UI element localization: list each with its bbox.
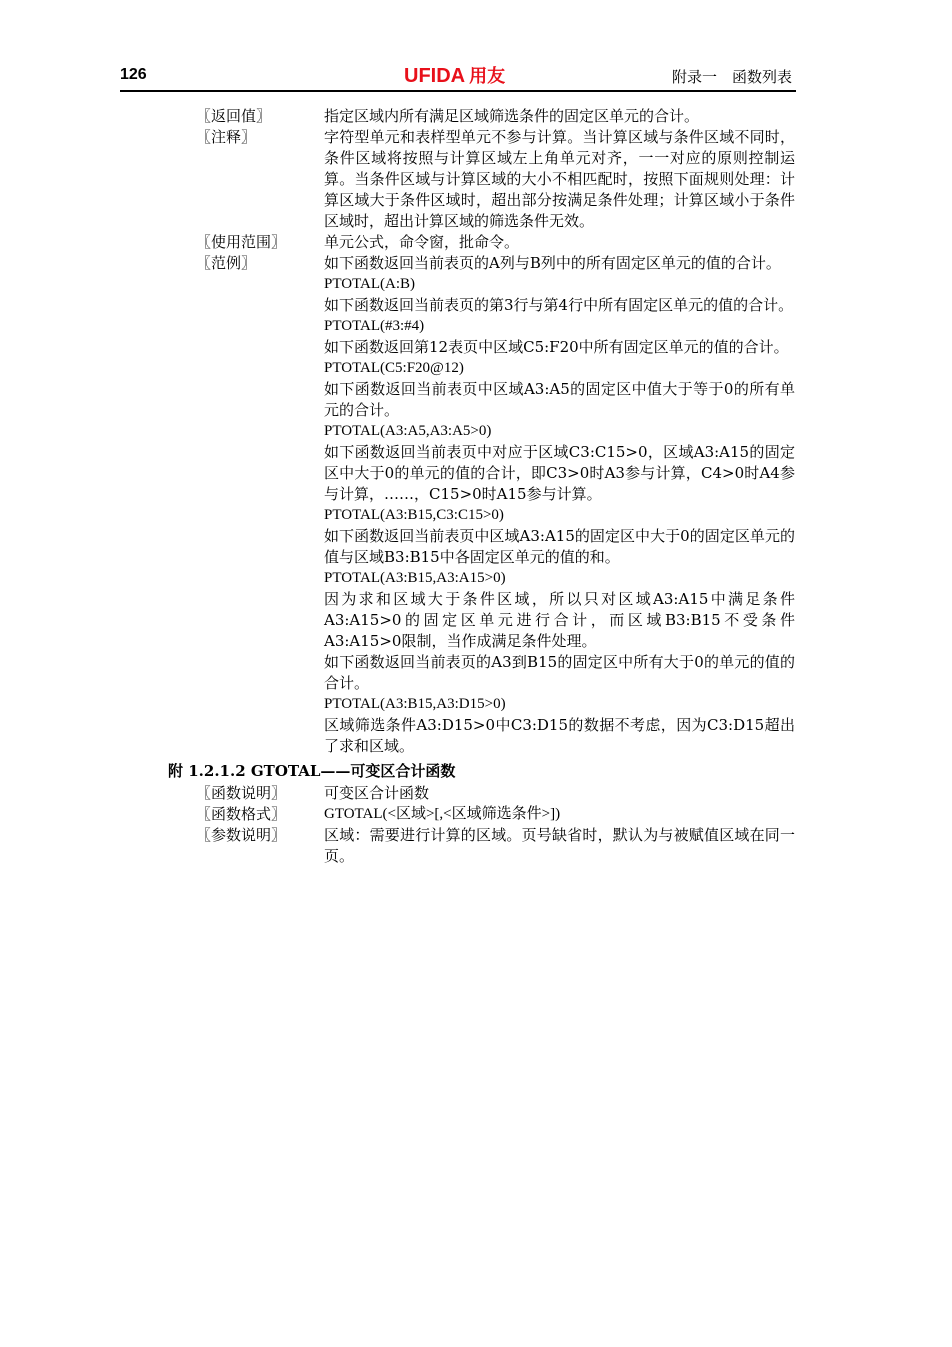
example-formula: PTOTAL(#3:#4) — [324, 318, 425, 334]
example-formula: PTOTAL(A:B) — [324, 276, 416, 292]
example-formula: PTOTAL(A3:B15,A3:D15>0) — [324, 696, 506, 712]
example-formula: PTOTAL(A3:B15,C3:C15>0) — [324, 507, 504, 523]
example-line: 因为求和区域大于条件区域，所以只对区域A3:A15中满足条件A3:A15>0的固定区单元进行合计，而区域B3:B15不受条件A3:A15>0限制，当作成满足条件处理。 — [324, 590, 795, 650]
page-header — [120, 62, 796, 92]
return-value-label: 〖返回值〗 — [196, 107, 272, 125]
logo-latin: UFIDA — [404, 65, 466, 87]
example-line: 如下函数返回当前表页中区域A3:A15的固定区中大于0的固定区单元的值与区域B3:B15中各固定区单元的值的和。 — [324, 527, 795, 566]
function-desc-row — [0, 783, 952, 804]
example-line: 如下函数返回当前表页中区域A3:A5的固定区中值大于等于0的所有单元的合计。 — [324, 380, 795, 419]
ufida-logo — [404, 62, 505, 88]
chapter-title: 附录一 函数列表 — [671, 68, 792, 86]
example-line: 如下函数返回当前表页的A列与B列中的所有固定区单元的值的合计。 — [324, 254, 781, 272]
function-format-text: GTOTAL(<区域>[,<区域筛选条件>]) — [324, 806, 561, 822]
document-body — [0, 106, 952, 867]
scope-text: 单元公式，命令窗，批命令。 — [324, 233, 520, 251]
function-format-label: 〖函数格式〗 — [196, 805, 287, 823]
page-number: 126 — [120, 66, 147, 83]
example-body — [324, 253, 795, 757]
example-label: 〖范例〗 — [196, 254, 257, 272]
function-desc-text: 可变区合计函数 — [324, 784, 430, 802]
note-row — [0, 127, 952, 232]
example-formula: PTOTAL(A3:A5,A3:A5>0) — [324, 423, 492, 439]
section-heading: 附 1.2.1.2 GTOTAL——可变区合计函数 — [168, 762, 456, 780]
example-line: 如下函数返回当前表页中对应于区域C3:C15>0，区域A3:A15的固定区中大于0的单元的值的合计，即C3>0时A3参与计算，C4>0时A4参与计算，……，C15>0时A15参与计算。 — [324, 443, 795, 503]
function-desc-label: 〖函数说明〗 — [196, 784, 287, 802]
scope-row — [0, 232, 952, 253]
example-line: 如下函数返回当前表页的第3行与第4行中所有固定区单元的值的合计。 — [324, 296, 794, 314]
example-row — [0, 253, 952, 757]
param-desc-row — [0, 825, 952, 867]
logo-cn: 用友 — [469, 66, 506, 86]
example-line: 区域筛选条件A3:D15>0中C3:D15的数据不考虑，因为C3:D15超出了求和区域。 — [324, 716, 795, 755]
return-value-text: 指定区域内所有满足区域筛选条件的固定区单元的合计。 — [324, 107, 700, 125]
example-line: 如下函数返回第12表页中区域C5:F20中所有固定区单元的值的合计。 — [324, 338, 789, 356]
param-desc-text: 区域：需要进行计算的区域。页号缺省时，默认为与被赋值区域在同一页。 — [324, 826, 795, 865]
note-label: 〖注释〗 — [196, 128, 257, 146]
param-desc-label: 〖参数说明〗 — [196, 826, 287, 844]
example-formula: PTOTAL(A3:B15,A3:A15>0) — [324, 570, 506, 586]
note-text: 字符型单元和表样型单元不参与计算。当计算区域与条件区域不同时，条件区域将按照与计算区域左上角单元对齐，一一对应的原则控制运算。当条件区域与计算区域的大小不相匹配时，按照下面规则处理：计算区域大于条件区域时，超出部分按满足条件处理；计算区域小于条件区域时，超出计算区域的筛选条件无效。 — [324, 128, 795, 230]
function-format-row — [0, 804, 952, 825]
return-value-row — [0, 106, 952, 127]
example-formula: PTOTAL(C5:F20@12) — [324, 360, 464, 376]
example-line: 如下函数返回当前表页的A3到B15的固定区中所有大于0的单元的值的合计。 — [324, 653, 795, 692]
scope-label: 〖使用范围〗 — [196, 233, 287, 251]
